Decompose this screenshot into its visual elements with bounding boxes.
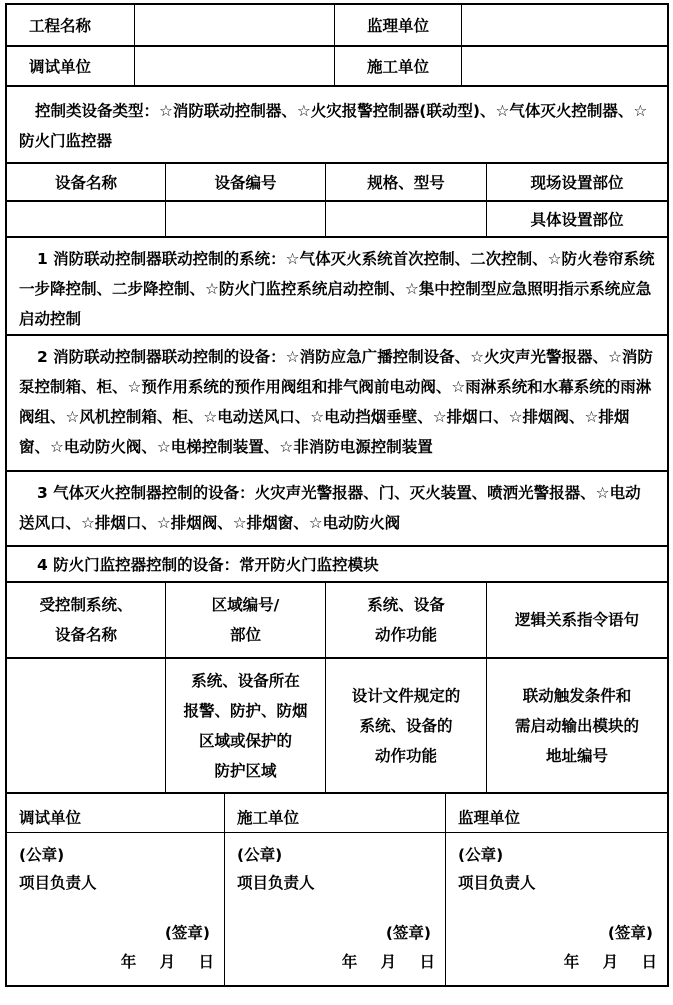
signature-commissioning-sign[interactable]: (签章) bbox=[164, 924, 210, 942]
signature-supervision-seal: (公章) bbox=[458, 846, 504, 864]
logic-col-controlled-system-l1: 受控制系统、 bbox=[39, 596, 133, 614]
section-1 bbox=[5, 236, 669, 334]
logic-desc-3-l3: 动作功能 bbox=[374, 746, 437, 765]
logic-table-header bbox=[5, 581, 669, 657]
logic-col-zone-l2: 部位 bbox=[229, 626, 261, 644]
col-device-number: 设备编号 bbox=[166, 164, 326, 200]
logic-col-zone-l1: 区域编号/ bbox=[211, 596, 280, 614]
logic-desc-4-l3: 地址编号 bbox=[545, 746, 608, 765]
signature-supervision-person[interactable]: 项目负责人 bbox=[458, 874, 536, 892]
logic-desc-3 bbox=[326, 659, 487, 792]
logic-col-controlled-system bbox=[7, 583, 166, 657]
logic-desc-2 bbox=[166, 659, 326, 792]
signature-construction-date[interactable]: 年 月 日 bbox=[341, 953, 435, 971]
project-name-label: 工程名称 bbox=[7, 5, 135, 45]
signature-commissioning-person[interactable]: 项目负责人 bbox=[19, 874, 97, 892]
logic-col-instruction bbox=[487, 583, 667, 657]
signature-row bbox=[5, 792, 669, 987]
device-type-row bbox=[5, 85, 669, 162]
section-2-text: 2 消防联动控制器联动控制的设备：☆消防应急广播控制设备、☆火灾声光警报器、☆消防泵控制箱、柜、☆预作用系统的预作用阀组和排气阀前电动阀、☆雨淋系统和水幕系统的雨淋阀组、☆风机控制箱、柜、☆电动送风口、☆电动挡烟垂壁、☆排烟口、☆排烟阀、☆排烟窗、☆电动防火阀、☆电梯控制装置、☆非消防电源控制装置 bbox=[19, 348, 653, 456]
col-device-name: 设备名称 bbox=[7, 164, 166, 200]
col-site-location: 现场设置部位 bbox=[530, 174, 624, 192]
logic-desc-3-l1: 设计文件规定的 bbox=[351, 686, 461, 705]
signature-construction-sign[interactable]: (签章) bbox=[385, 924, 431, 942]
logic-col-zone bbox=[166, 583, 326, 657]
logic-col-controlled-system-l2: 设备名称 bbox=[54, 626, 117, 644]
logic-col-function bbox=[326, 583, 487, 657]
section-3 bbox=[5, 470, 669, 545]
logic-desc-2-l2: 报警、防护、防烟 bbox=[183, 701, 308, 720]
signature-construction-person[interactable]: 项目负责人 bbox=[237, 874, 315, 892]
construction-unit-value[interactable] bbox=[462, 47, 667, 85]
header-row-1 bbox=[5, 3, 669, 45]
specific-location-label: 具体设置部位 bbox=[530, 211, 624, 229]
device-type-text: 控制类设备类型：☆消防联动控制器、☆火灾报警控制器(联动型)、☆气体灭火控制器、☆防火门监控器 bbox=[19, 102, 648, 150]
signature-commissioning-unit: 调试单位 bbox=[19, 809, 82, 827]
signature-construction-seal: (公章) bbox=[237, 846, 283, 864]
logic-desc-2-l1: 系统、设备所在 bbox=[191, 671, 300, 690]
signature-commissioning-date[interactable]: 年 月 日 bbox=[120, 953, 214, 971]
project-name-value[interactable] bbox=[135, 5, 335, 45]
section-2 bbox=[5, 334, 669, 470]
section-4-text: 4 防火门监控器控制的设备：常开防火门监控模块 bbox=[37, 556, 379, 574]
device-name-value[interactable] bbox=[7, 202, 166, 236]
signature-supervision-unit: 监理单位 bbox=[458, 809, 521, 827]
signature-construction bbox=[225, 794, 446, 985]
construction-unit-label: 施工单位 bbox=[335, 47, 462, 85]
logic-col-instruction-l1: 逻辑关系指令语句 bbox=[514, 611, 639, 629]
record-form bbox=[5, 3, 669, 1002]
section-3-text: 3 气体灭火控制器控制的设备：火灾声光警报器、门、灭火装置、喷洒光警报器、☆电动送风口、☆排烟口、☆排烟阀、☆排烟窗、☆电动防火阀 bbox=[19, 484, 641, 532]
logic-table-desc bbox=[5, 657, 669, 792]
commissioning-unit-label: 调试单位 bbox=[7, 47, 135, 85]
logic-desc-3-l2: 系统、设备的 bbox=[359, 716, 453, 735]
spec-model-value[interactable] bbox=[326, 202, 487, 236]
commissioning-unit-value[interactable] bbox=[135, 47, 335, 85]
supervision-unit-value[interactable] bbox=[462, 5, 667, 45]
device-table-row bbox=[5, 200, 669, 236]
section-1-text: 1 消防联动控制器联动控制的系统：☆气体灭火系统首次控制、二次控制、☆防火卷帘系统一步降控制、二步降控制、☆防火门监控系统启动控制、☆集中控制型应急照明指示系统应急启动控制 bbox=[19, 250, 655, 328]
signature-commissioning bbox=[7, 794, 225, 985]
signature-supervision-sign[interactable]: (签章) bbox=[607, 924, 653, 942]
logic-desc-4-l2: 需启动输出模块的 bbox=[514, 716, 639, 735]
section-4 bbox=[5, 545, 669, 581]
supervision-unit-label: 监理单位 bbox=[335, 5, 462, 45]
signature-supervision-date[interactable]: 年 月 日 bbox=[563, 953, 657, 971]
logic-desc-1[interactable] bbox=[7, 659, 166, 792]
header-row-2 bbox=[5, 45, 669, 85]
logic-col-function-l2: 动作功能 bbox=[374, 626, 437, 644]
logic-desc-4 bbox=[487, 659, 667, 792]
logic-col-function-l1: 系统、设备 bbox=[367, 596, 445, 614]
logic-desc-2-l3: 区域或保护的 bbox=[198, 731, 292, 750]
logic-desc-2-l4: 防护区域 bbox=[214, 761, 277, 780]
logic-desc-4-l1: 联动触发条件和 bbox=[522, 686, 632, 705]
col-spec-model: 规格、型号 bbox=[326, 164, 487, 200]
signature-supervision bbox=[446, 794, 667, 985]
signature-commissioning-seal: (公章) bbox=[19, 846, 65, 864]
device-number-value[interactable] bbox=[166, 202, 326, 236]
device-table-header bbox=[5, 162, 669, 200]
signature-construction-unit: 施工单位 bbox=[237, 809, 300, 827]
